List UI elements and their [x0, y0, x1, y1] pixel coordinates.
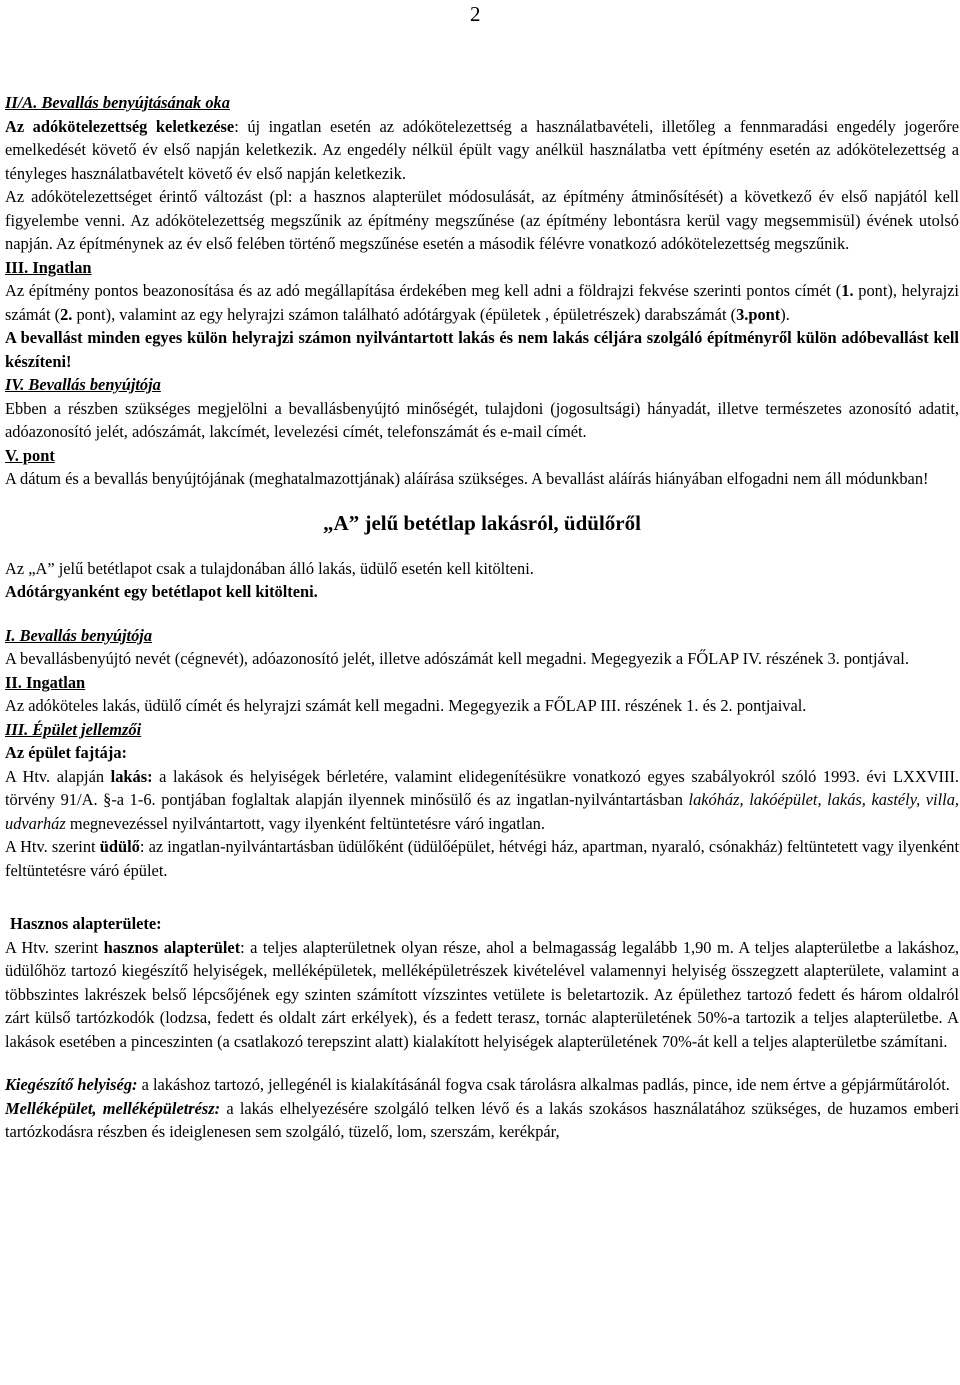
term: Kiegészítő helyiség:	[5, 1075, 138, 1094]
intro-bold: Adótárgyanként egy betétlapot kell kitölteni.	[5, 582, 318, 601]
page-number: 2	[470, 2, 481, 26]
text: pont	[853, 281, 888, 300]
text: pont	[72, 304, 106, 324]
paragraph-hasznos	[5, 936, 959, 1054]
subheading-hasznos: Hasznos alapterülete:	[10, 914, 162, 933]
point-number: 1.	[841, 281, 854, 300]
text: a lakáshoz tartozó, jellegénél is kialakításánál fogva csak tárolásra alkalmas padlás, pince, ide nem értve a gépjárműtárolót.	[137, 1075, 950, 1094]
term: Melléképület, melléképületrész:	[5, 1098, 221, 1118]
term: üdülő	[99, 837, 140, 856]
text: ).	[780, 304, 790, 324]
section-heading-a3: III. Épület jellemzői	[5, 719, 142, 739]
section-heading-4: IV. Bevallás benyújtója	[5, 375, 161, 394]
section-heading-3: III. Ingatlan	[5, 257, 92, 277]
text: : a teljes alapterületnek olyan része, ahol a belmagasság legalább 1,90 m. A teljes alapterületbe a lakáshoz, üdülőhöz tartozó kiegészítő helyiségek, melléképületek, melléképületrészek kivételével valamennyi helyiség összegzett alapterülete, valamint a többszintes lakrészek belső lépcsőjének egy szinten számított vízszintes vetülete is beletartozik. Az épülethez tartozó fedett és három oldalról zárt külső tartózkodók (lodzsa, fedett és oldalt zárt erkélyek), és a fedett terasz, tornác alapterületének 50%-a tartozik a teljes alapterületbe. A lakások esetében a pinceszinten (a csatlakozó terepszint alatt) kialakított helyiségek alapterületének 70%-át kell a teljes alapterületbe számítani.	[5, 937, 959, 1051]
text: A Htv. szerint	[5, 937, 104, 957]
italic-text: lakóház, lakóépület, lakás, kastély, villa, udvarház	[5, 790, 960, 833]
text: A Htv. szerint	[5, 837, 100, 856]
page-title: „A” jelű betétlap lakásról, üdülőről	[323, 510, 641, 535]
paragraph-a1: A bevallásbenyújtó nevét (cégnevét), adóazonosító jelét, illetve adószámát kell megadni. Megegyezik a FŐLAP IV. részének 3. pontjával.	[5, 649, 909, 668]
text: A Htv. alapján	[5, 766, 111, 786]
term: lakás:	[110, 766, 153, 786]
section-heading-a2: II. Ingatlan	[5, 672, 86, 692]
section-heading-5: V. pont	[5, 445, 55, 465]
subheading-building-type: Az épület fajtája:	[5, 743, 127, 762]
term: hasznos alapterület	[103, 937, 241, 957]
text: ), helyrajzi számát (	[5, 281, 959, 324]
paragraph-4: Ebben a részben szükséges megjelölni a bevallásbenyújtó minőségét, tulajdoni (jogosultsági) hányadát, illetve természetes azonosító adatit, adóazonosító jelét, adószámát, lakcímét, levelezési címét, telefonszámát és e-mail címét.	[5, 398, 959, 441]
paragraph-a2: Az adóköteles lakás, üdülő címét és helyrajzi számát kell megadni. Megegyezik a FŐLAP III. részének 1. és 2. pontjaival.	[5, 696, 807, 715]
paragraph-3-1	[5, 279, 959, 326]
text: megnevezéssel nyilvántartott, vagy ilyenként feltüntetésre váró ingatlan.	[65, 813, 545, 833]
section-heading-a1: I. Bevallás benyújtója	[5, 625, 153, 645]
text: a lakások és helyiségek bérletére, valamint elidegenítésükre vonatkozó egyes szabályokról szóló 1993. évi LXXVIII. törvény 91/A. §-a 1-6. pontjában foglaltak alapján ilyennek minősülő és az ingatlan-nyilvántartásban	[5, 766, 960, 809]
spacer	[5, 1053, 959, 1073]
paragraph-3-bold: A bevallást minden egyes külön helyrajzi számon nyilvántartott lakás és nem lakás céljára szolgáló építményről külön adóbevallást kell készíteni!	[5, 328, 959, 371]
text: ), valamint az egy helyrajzi számon található adótárgyak (épületek , épületrészek) darabszámát (	[105, 304, 737, 324]
text: Az építmény pontos beazonosítása és az adó megállapítása érdekében meg kell adni a földrajzi fekvése szerinti pontos címét (	[5, 281, 842, 300]
paragraph-2a-1	[5, 115, 959, 186]
section-heading-2a: II/A. Bevallás benyújtásának oka	[5, 93, 230, 112]
paragraph-kiegeszito	[5, 1073, 959, 1097]
paragraph-lakas	[5, 765, 959, 836]
point-number: 3.pont	[736, 304, 781, 324]
intro-paragraph: Az „A” jelű betétlapot csak a tulajdonában álló lakás, üdülő esetén kell kitölteni.	[5, 558, 534, 578]
text: : az ingatlan-nyilvántartásban üdülőként (üdülőépület, hétvégi ház, apartman, nyaraló, csónakház) feltüntetett vagy ilyenként feltüntetésre váró épület.	[5, 837, 959, 880]
paragraph-text: : új ingatlan esetén az adókötelezettség a használatbavételi, illetőleg a fennmaradási engedély jogerőre emelkedését követő év első napján keletkezik. Az engedély nélkül épült vagy anélkül használatba vett építmény esetén az adókötelezettség a tényleges használatbavételt követő év első napján keletkezik.	[5, 116, 959, 183]
spacer	[5, 604, 959, 624]
spacer	[5, 882, 959, 912]
term-label: Az adókötelezettség keletkezése	[5, 116, 235, 136]
point-number: 2.	[60, 304, 73, 324]
paragraph-5: A dátum és a bevallás benyújtójának (meghatalmazottjának) aláírása szükséges. A bevallást aláírás hiányában elfogadni nem áll módunkban!	[5, 469, 929, 488]
document-body	[5, 91, 959, 1144]
paragraph-2a-2: Az adókötelezettséget érintő változást (pl: a hasznos alapterület módosulását, az építmény átminősítését) a következő év első napjától kell figyelembe venni. Az adókötelezettség megszűnik az építmény megszűnése (az építmény lebontásra kerül vagy megsemmisül) évének utolsó napján. Az építménynek az év első felében történő megszűnése esetén a második félévre vonatkozó adókötelezettség megszűnik.	[5, 187, 959, 253]
paragraph-udulo	[5, 835, 959, 882]
text: a lakás elhelyezésére szolgáló telken lévő és a lakás szokásos használatához szükséges, de huzamos emberi tartózkodásra részben és ideiglenesen sem szolgáló, tüzelő, lom, szerszám, kerékpár,	[5, 1098, 959, 1141]
paragraph-mellekepulet	[5, 1097, 959, 1144]
